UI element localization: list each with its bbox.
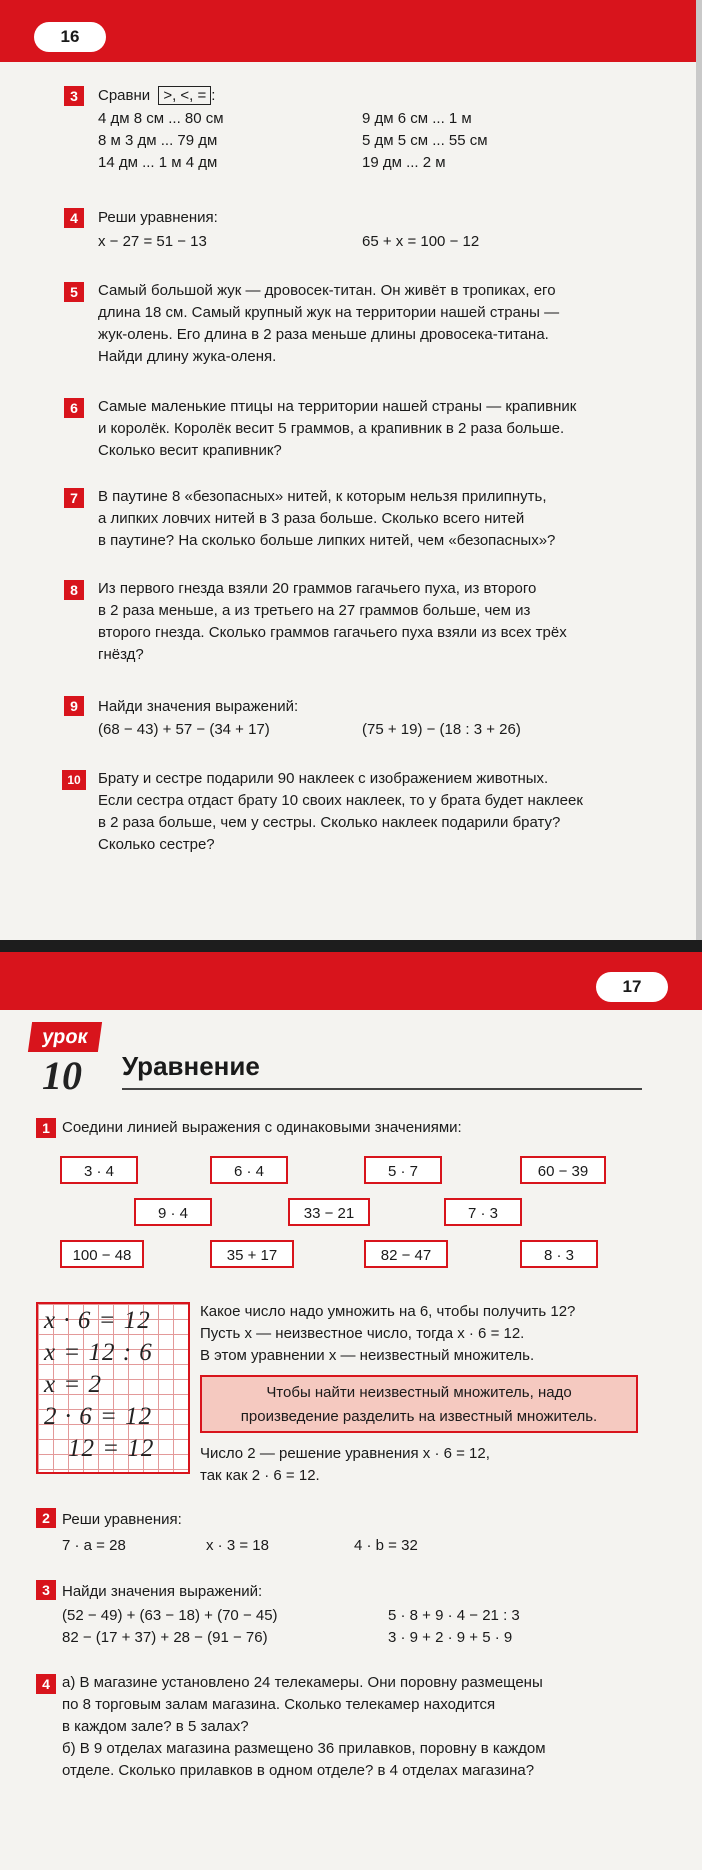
example-text-1: Какое число надо умножить на 6, чтобы получить 12? <box>200 1303 576 1320</box>
task-number: 1 <box>36 1118 56 1138</box>
compare-right-1: 9 дм 6 см ... 1 м <box>362 110 472 127</box>
equation-1: x − 27 = 51 − 13 <box>98 233 207 250</box>
page-header-bar <box>0 0 702 62</box>
task-number: 3 <box>64 86 84 106</box>
task-3-prompt: Сравни >, <, = : <box>98 87 216 104</box>
lesson-title: Уравнение <box>122 1051 260 1081</box>
task-3-prompt: Найди значения выражений: <box>62 1583 263 1600</box>
expression-card: 33 − 21 <box>288 1198 370 1226</box>
grid-line: x · 6 = 12 <box>44 1307 151 1334</box>
task-8-text: Из первого гнезда взяли 20 граммов гагачьего пуха, из второго в 2 раза меньше, а из третьего на 27 граммов больше, чем из второго гнезда. Сколько граммов гагачьего пуха взяли из всех трёх гнёзд? <box>98 580 567 663</box>
example-text-3: В этом уравнении x — неизвестный множитель. <box>200 1347 535 1364</box>
task-5-text: Самый большой жук — дровосек-титан. Он живёт в тропиках, его длина 18 см. Самый крупный жук на территории нашей страны — жук-олень. Его длина в 2 раза меньше длины дровосека-титана. Найди длину жука-оленя. <box>98 282 560 365</box>
rule-box: Чтобы найти неизвестный множитель, надо произведение разделить на известный множитель. <box>200 1375 638 1433</box>
comparison-signs: >, <, = <box>158 86 211 105</box>
task-6-text: Самые маленькие птицы на территории нашей страны — крапивник и королёк. Королёк весит 5 граммов, а крапивник в 2 раза больше. Сколько весит крапивник? <box>98 398 577 459</box>
grid-line: 2 · 6 = 12 <box>44 1403 153 1430</box>
task-number: 4 <box>64 208 84 228</box>
title-divider <box>122 1088 642 1090</box>
task-1-prompt: Соедини линией выражения с одинаковыми значениями: <box>62 1119 462 1136</box>
grid-line: 12 = 12 <box>68 1435 155 1462</box>
page-number: 17 <box>596 972 668 1002</box>
task-number: 9 <box>64 696 84 716</box>
compare-left-2: 8 м 3 дм ... 79 дм <box>98 132 218 149</box>
equation-2: 65 + x = 100 − 12 <box>362 233 480 250</box>
task-7-text: В паутине 8 «безопасных» нитей, к которым нельзя прилипнуть, а липких ловчих нитей в 3 раза больше. Сколько всего нитей в паутине? На сколько больше липких нитей, чем «безопасных»? <box>98 488 556 549</box>
expression-card: 6 · 4 <box>210 1156 288 1184</box>
expression-card: 5 · 7 <box>364 1156 442 1184</box>
task-number: 5 <box>64 282 84 302</box>
example-text-2: Пусть x — неизвестное число, тогда x · 6 = 12. <box>200 1325 525 1342</box>
expression-card: 60 − 39 <box>520 1156 606 1184</box>
expression-right-1: 5 · 8 + 9 · 4 − 21 : 3 <box>388 1607 520 1624</box>
expression-card: 82 − 47 <box>364 1240 448 1268</box>
grid-paper-example <box>36 1302 190 1474</box>
compare-left-3: 14 дм ... 1 м 4 дм <box>98 154 218 171</box>
expression-card: 3 · 4 <box>60 1156 138 1184</box>
task-number: 3 <box>36 1580 56 1600</box>
equation-2: x · 3 = 18 <box>206 1537 269 1554</box>
expression-card: 7 · 3 <box>444 1198 522 1226</box>
task-number: 4 <box>36 1674 56 1694</box>
task-number: 10 <box>62 770 86 790</box>
equation-3: 4 · b = 32 <box>354 1537 418 1554</box>
expression-right-2: 3 · 9 + 2 · 9 + 5 · 9 <box>388 1629 513 1646</box>
task-number: 8 <box>64 580 84 600</box>
compare-right-2: 5 дм 5 см ... 55 см <box>362 132 488 149</box>
solution-text-1: Число 2 — решение уравнения x · 6 = 12, <box>200 1445 490 1462</box>
page-number: 16 <box>34 22 106 52</box>
expression-left-1: (52 − 49) + (63 − 18) + (70 − 45) <box>62 1607 278 1624</box>
expression-card: 35 + 17 <box>210 1240 294 1268</box>
task-9-prompt: Найди значения выражений: <box>98 698 299 715</box>
expression-card: 8 · 3 <box>520 1240 598 1268</box>
page-17 <box>0 952 702 1870</box>
solution-text-2: так как 2 · 6 = 12. <box>200 1467 320 1484</box>
task-10-text: Брату и сестре подарили 90 наклеек с изображением животных. Если сестра отдаст брату 10 своих наклеек, то у брата будет наклеек в 2 раза больше, чем у сестры. Сколько наклеек подарили брату? Сколько сестре? <box>98 770 583 853</box>
expression-left-2: 82 − (17 + 37) + 28 − (91 − 76) <box>62 1629 268 1646</box>
task-number: 7 <box>64 488 84 508</box>
expression-card: 100 − 48 <box>60 1240 144 1268</box>
equation-1: 7 · a = 28 <box>62 1537 126 1554</box>
task-2-prompt: Реши уравнения: <box>62 1511 182 1528</box>
task-4-prompt: Реши уравнения: <box>98 209 218 226</box>
compare-right-3: 19 дм ... 2 м <box>362 154 446 171</box>
compare-left-1: 4 дм 8 см ... 80 см <box>98 110 224 127</box>
expression-1: (68 − 43) + 57 − (34 + 17) <box>98 721 270 738</box>
grid-line: x = 2 <box>44 1371 102 1398</box>
lesson-number: 10 <box>42 1053 82 1098</box>
task-4-text: а) В магазине установлено 24 телекамеры. Они поровну размещены по 8 торговым залам магазина. Сколько телекамер находится в каждом зале? в 5 залах? б) В 9 отделах магазина размещено 36 прилавков, поровну в каждом отделе. Сколько прилавков в одном отделе? в 4 отделах магазина? <box>62 1674 546 1779</box>
task-number: 6 <box>64 398 84 418</box>
task-number: 2 <box>36 1508 56 1528</box>
page-gutter <box>696 0 702 940</box>
grid-line: x = 12 : 6 <box>44 1339 153 1366</box>
expression-card: 9 · 4 <box>134 1198 212 1226</box>
expression-2: (75 + 19) − (18 : 3 + 26) <box>362 721 521 738</box>
lesson-label: урок <box>28 1022 102 1052</box>
